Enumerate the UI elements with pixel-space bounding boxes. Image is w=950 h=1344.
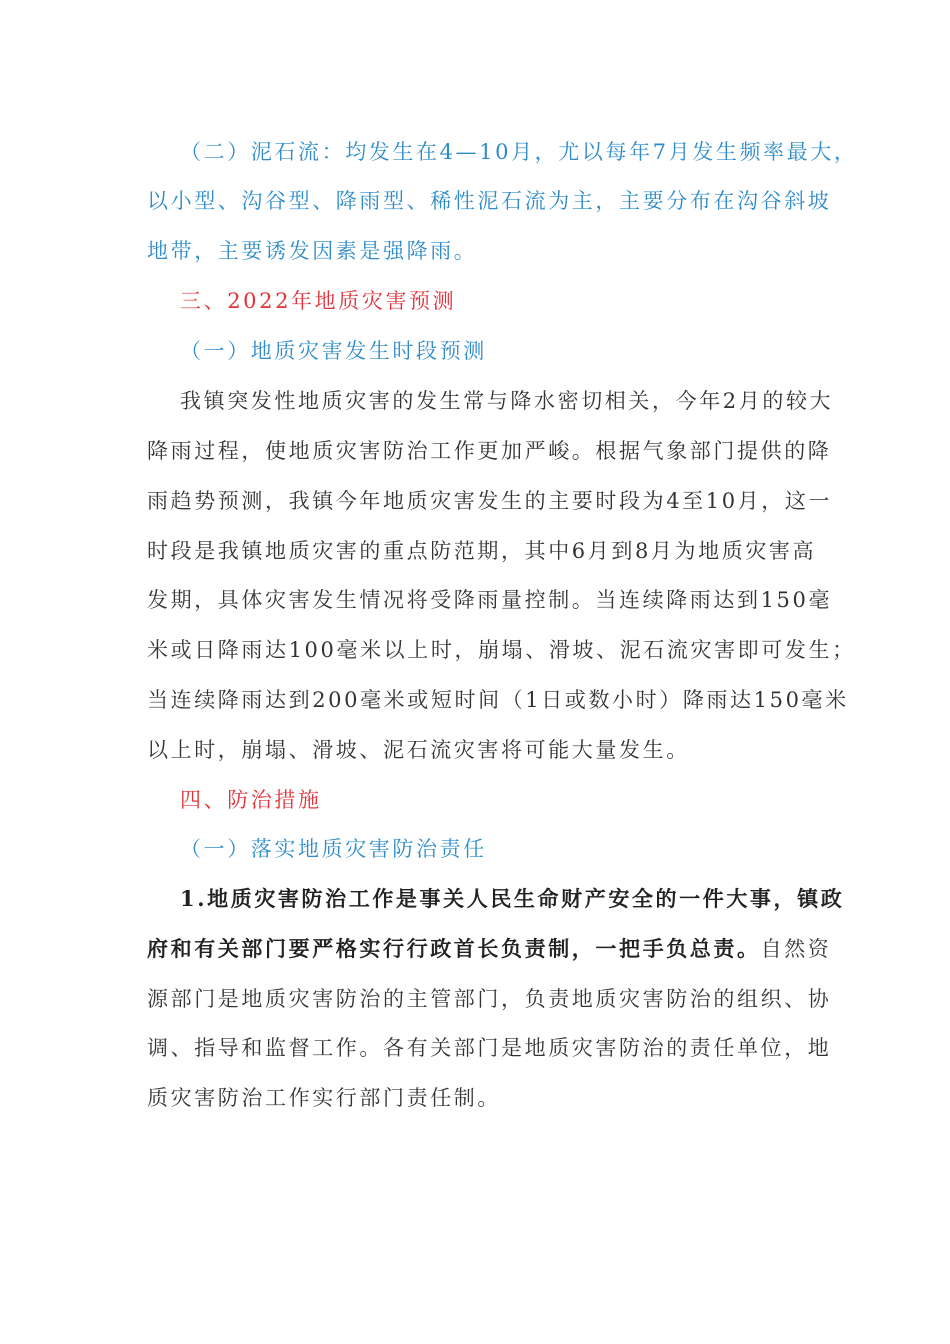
forecast-paragraph-line-6: 米或日降雨达100毫米以上时，崩塌、滑坡、泥石流灾害即可发生；: [147, 638, 856, 662]
subheading-responsibility: （一）落实地质灾害防治责任: [180, 837, 487, 861]
responsibility-paragraph-line-5: 质灾害防治工作实行部门责任制。: [147, 1086, 501, 1110]
responsibility-paragraph-line-2: [147, 934, 831, 964]
section-heading-measures: 四、防治措施: [180, 788, 322, 812]
responsibility-normal-text: 自然资: [760, 937, 832, 961]
mudflow-paragraph-line-3: 地带，主要诱发因素是强降雨。: [147, 239, 478, 263]
forecast-paragraph-line-8: 以上时，崩塌、滑坡、泥石流灾害将可能大量发生。: [147, 738, 690, 762]
mudflow-paragraph-line-2: 以小型、沟谷型、降雨型、稀性泥石流为主，主要分布在沟谷斜坡: [147, 189, 832, 213]
responsibility-paragraph-line-4: 调、指导和监督工作。各有关部门是地质灾害防治的责任单位，地: [147, 1036, 832, 1060]
forecast-paragraph-line-2: 降雨过程，使地质灾害防治工作更加严峻。根据气象部门提供的降: [147, 439, 832, 463]
subheading-period-forecast: （一）地质灾害发生时段预测: [180, 339, 487, 363]
forecast-paragraph-line-3: 雨趋势预测，我镇今年地质灾害发生的主要时段为4至10月，这一: [147, 489, 833, 513]
responsibility-paragraph-line-3: 源部门是地质灾害防治的主管部门，负责地质灾害防治的组织、协: [147, 987, 832, 1011]
forecast-paragraph-line-5: 发期，具体灾害发生情况将受降雨量控制。当连续降雨达到150毫: [147, 588, 833, 612]
forecast-paragraph-line-1: 我镇突发性地质灾害的发生常与降水密切相关，今年2月的较大: [180, 389, 834, 413]
section-heading-forecast: 三、2022年地质灾害预测: [180, 289, 457, 313]
forecast-paragraph-line-7: 当连续降雨达到200毫米或短时间（1日或数小时）降雨达150毫米: [147, 688, 849, 712]
responsibility-bold-text: 府和有关部门要严格实行行政首长负责制，一把手负总责。: [147, 936, 761, 961]
forecast-paragraph-line-4: 时段是我镇地质灾害的重点防范期，其中6月到8月为地质灾害高: [147, 539, 817, 563]
responsibility-paragraph-line-1: 1.地质灾害防治工作是事关人民生命财产安全的一件大事，镇政: [180, 886, 845, 911]
mudflow-paragraph-line-1: （二）泥石流：均发生在4—10月，尤以每年7月发生频率最大，: [180, 140, 858, 164]
